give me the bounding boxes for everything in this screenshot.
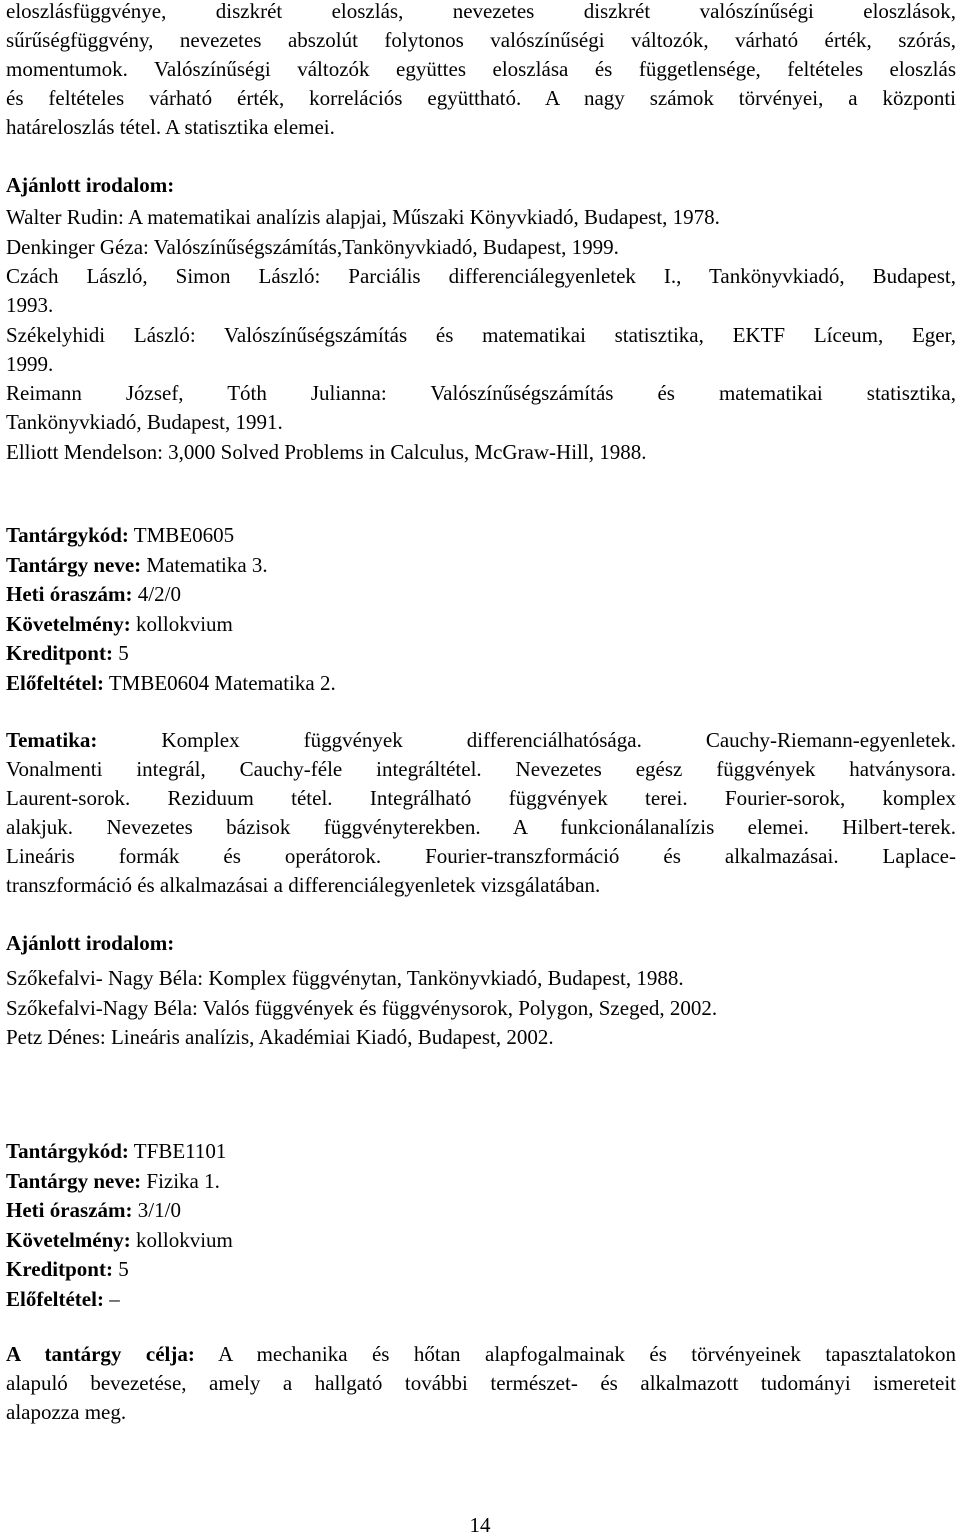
credit-value: 5 — [112, 1257, 129, 1281]
topics-line: sűrűségfüggvény, nevezetes abszolút folytonos valószínűségi változók, várható érték, szórás, — [6, 28, 956, 52]
topics-line-last: transzformáció és alkalmazásai a differenciálegyenletek vizsgálatában. — [6, 873, 601, 897]
course-topics-1 — [6, 726, 956, 901]
weekly-hours-value: 3/1/0 — [132, 1198, 181, 1222]
literature-heading: Ajánlott irodalom: — [6, 173, 175, 197]
credit-row — [6, 639, 956, 669]
literature-item-cont: 1999. — [6, 351, 54, 376]
course-code-row — [6, 1137, 956, 1167]
course-header-2 — [6, 1137, 956, 1314]
literature-item-cont: Tankönyvkiadó, Budapest, 1991. — [6, 410, 283, 434]
goal-label: A tantárgy célja: — [6, 1342, 195, 1366]
topics-line: Lineáris formák és operátorok. Fourier-transzformáció és alkalmazásai. Laplace- — [6, 844, 956, 868]
goal-line — [6, 1340, 956, 1369]
course-name-value: Matematika 3. — [141, 552, 268, 577]
prerequisite-value: – — [103, 1286, 120, 1311]
literature-list-1 — [6, 203, 956, 467]
topics-line: és feltételes várható érték, korrelációs együttható. A nagy számok törvényei, a központi — [6, 86, 956, 110]
literature-item: Denkinger Géza: Valószínűségszámítás,Tankönyvkiadó, Budapest, 1999. — [6, 234, 619, 259]
weekly-hours-label: Heti óraszám: — [6, 1198, 133, 1222]
prerequisite-value: TMBE0604 Matematika 2. — [103, 670, 336, 695]
weekly-hours-value: 4/2/0 — [132, 582, 181, 606]
literature-section-2 — [6, 929, 956, 959]
literature-item: Petz Dénes: Lineáris analízis, Akadémiai Kiadó, Budapest, 2002. — [6, 1025, 554, 1049]
literature-item: Walter Rudin: A matematikai analízis alapjai, Műszaki Könyvkiadó, Budapest, 1978. — [6, 205, 720, 229]
requirement-label: Követelmény: — [6, 611, 131, 636]
course-code-label: Tantárgykód: — [6, 523, 129, 547]
course-name-row — [6, 551, 956, 581]
course-name-value: Fizika 1. — [141, 1168, 220, 1193]
requirement-row — [6, 1226, 956, 1256]
course-code-row — [6, 521, 956, 551]
credit-value: 5 — [112, 641, 129, 665]
goal-text: A mechanika és hőtan alapfogalmainak és törvényeinek tapasztalatokon — [194, 1342, 956, 1366]
literature-item: Szőkefalvi-Nagy Béla: Valós függvények és függvénysorok, Polygon, Szeged, 2002. — [6, 995, 718, 1020]
literature-list-2 — [6, 964, 956, 1053]
topics-line: eloszlásfüggvénye, diszkrét eloszlás, nevezetes diszkrét valószínűségi eloszlások, — [6, 0, 956, 23]
topics-label: Tematika: — [6, 728, 98, 752]
topics-text: Komplex függvények differenciálhatósága. Cauchy-Riemann-egyenletek. — [97, 728, 956, 752]
prerequisite-row — [6, 1285, 956, 1315]
literature-section-1 — [6, 171, 956, 201]
requirement-value: kollokvium — [130, 611, 233, 636]
topics-line: Vonalmenti integrál, Cauchy-féle integráltétel. Nevezetes egész függvények hatványsora. — [6, 757, 956, 781]
course-name-label: Tantárgy neve: — [6, 552, 142, 577]
requirement-value: kollokvium — [130, 1227, 233, 1252]
requirement-row — [6, 610, 956, 640]
literature-item: Reimann József, Tóth Julianna: Valószínűségszámítás és matematikai statisztika, — [6, 381, 956, 405]
course-code-value: TFBE1101 — [128, 1139, 227, 1163]
credit-label: Kreditpont: — [6, 641, 113, 665]
goal-line-last: alapozza meg. — [6, 1400, 127, 1424]
credit-label: Kreditpont: — [6, 1257, 113, 1281]
weekly-hours-label: Heti óraszám: — [6, 582, 133, 606]
credit-row — [6, 1255, 956, 1285]
course-name-label: Tantárgy neve: — [6, 1168, 142, 1193]
prerequisite-label: Előfeltétel: — [6, 1286, 104, 1311]
topics-line: momentumok. Valószínűségi változók együttes eloszlása és függetlensége, feltételes eloszlás — [6, 57, 956, 81]
topics-line: Laurent-sorok. Reziduum tétel. Integrálható függvények terei. Fourier-sorok, komplex — [6, 786, 956, 810]
topics-continuation — [6, 0, 956, 143]
topics-line: alakjuk. Nevezetes bázisok függvényterekben. A funkcionálanalízis elemei. Hilbert-terek. — [6, 815, 956, 839]
topics-line — [6, 726, 956, 755]
course-code-value: TMBE0605 — [128, 523, 235, 547]
literature-item: Elliott Mendelson: 3,000 Solved Problems in Calculus, McGraw-Hill, 1988. — [6, 439, 647, 464]
literature-item: Székelyhidi László: Valószínűségszámítás és matematikai statisztika, EKTF Líceum, Eger, — [6, 322, 956, 347]
literature-heading: Ajánlott irodalom: — [6, 931, 175, 955]
literature-item: Czách László, Simon László: Parciális differenciálegyenletek I., Tankönyvkiadó, Budapest, — [6, 264, 956, 288]
requirement-label: Követelmény: — [6, 1227, 131, 1252]
prerequisite-row — [6, 669, 956, 699]
literature-item-cont: 1993. — [6, 293, 54, 317]
page-number: 14 — [469, 1513, 491, 1537]
topics-line-last: határeloszlás tétel. A statisztika elemei. — [6, 115, 335, 139]
literature-item: Szőkefalvi- Nagy Béla: Komplex függvénytan, Tankönyvkiadó, Budapest, 1988. — [6, 966, 684, 990]
course-name-row — [6, 1167, 956, 1197]
course-code-label: Tantárgykód: — [6, 1139, 129, 1163]
weekly-hours-row — [6, 1196, 956, 1226]
goal-line: alapuló bevezetése, amely a hallgató további természet- és alkalmazott tudományi ismereteit — [6, 1371, 956, 1395]
course-header-1 — [6, 521, 956, 698]
course-goal-2 — [6, 1340, 956, 1428]
weekly-hours-row — [6, 580, 956, 610]
prerequisite-label: Előfeltétel: — [6, 670, 104, 695]
